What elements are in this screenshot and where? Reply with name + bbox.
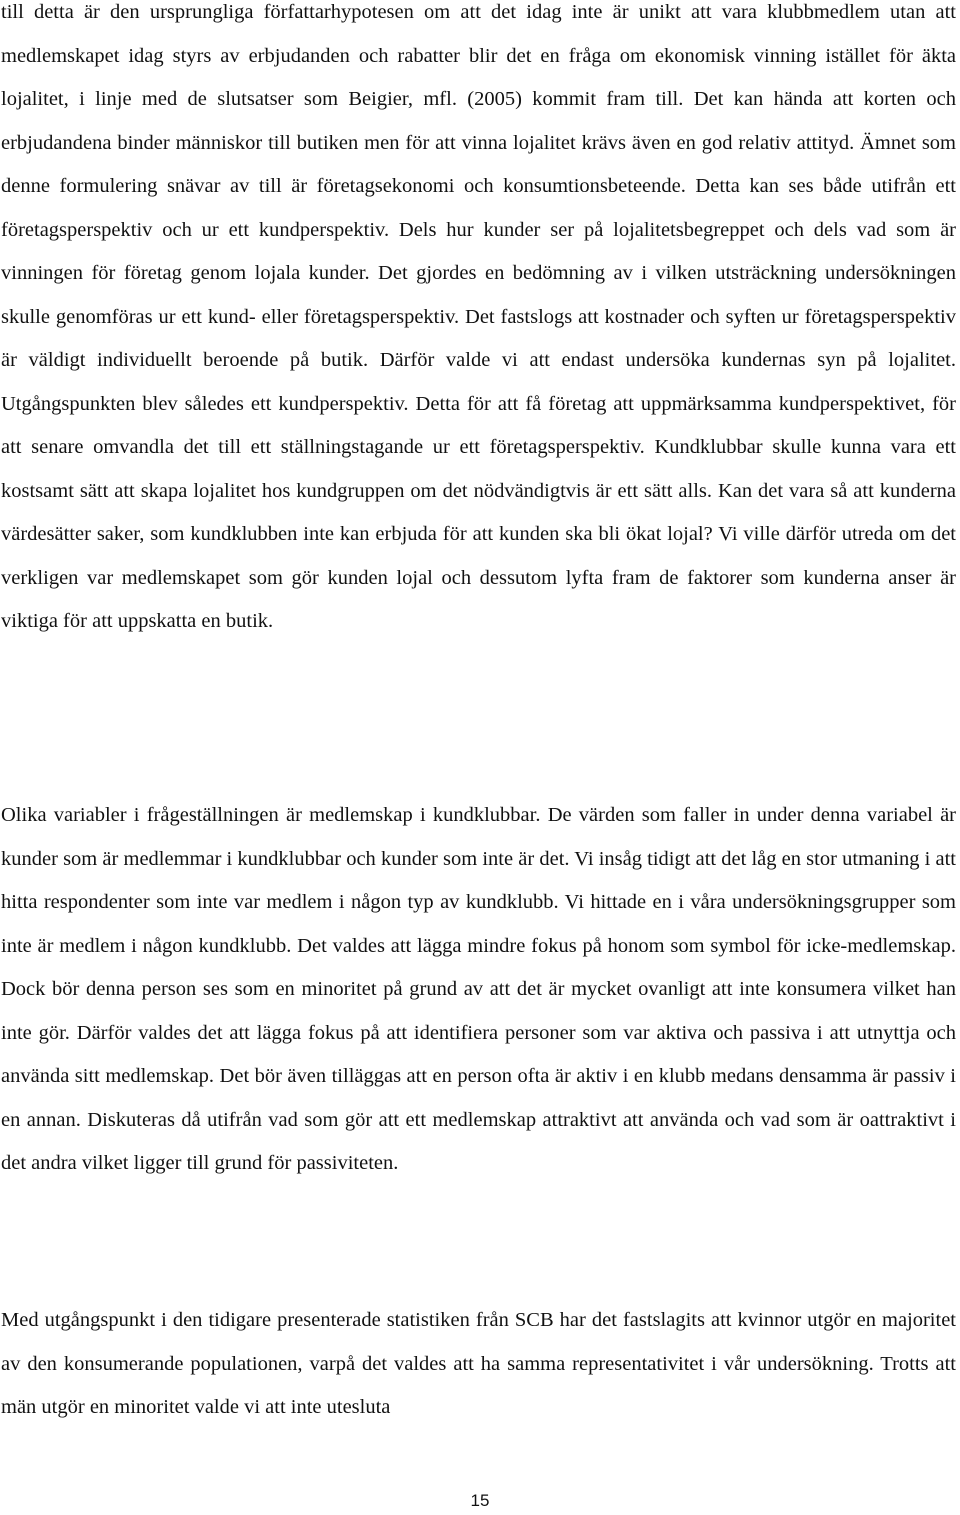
paragraph-text: till detta är den ursprungliga författarhypotesen om att det idag inte är unikt att vara klubbmedlem utan att medlemskapet idag styrs av erbjudanden och rabatter blir det en fråga om ekonomisk vinning istället för äkta lojalitet, i linje med de slutsatser som Beigier, mfl. (2005) kommit fram till. Det kan hända att korten och erbjudandena binder människor till butiken men för att vinna lojalitet krävs även en god relativ attityd. Ämnet som denne formulering snävar av till är företagsekonomi och konsumtionsbeteende. Detta kan ses både utifrån ett företagsperspektiv och ur ett kundperspektiv. Dels hur kunder ser på lojalitetsbegreppet och dels vad som är vinningen för företag genom lojala kunder. Det gjordes en bedömning av i vilken utsträckning undersökningen skulle genomföras ur ett kund- eller företagsperspektiv. Det fastslogs att kostnader och syften ur företagsperspektiv är väldigt individuellt beroende på butik. Därför valde vi att endast undersöka kundernas syn på lojalitet. Utgångspunkten blev således ett kundperspektiv. Detta för att få företag att uppmärksamma kundperspektivet, för att senare omvandla det till ett ställningstagande ur ett företagsperspektiv. Kundklubbar skulle kunna vara ett kostsamt sätt att skapa lojalitet hos kundgruppen om det nödvändigtvis är ett sätt alls. Kan det vara så att kunderna värdesätter saker, som kundklubben inte kan erbjuda för att kunden ska bli ökat lojal? Vi ville därför utreda om det verkligen var medlemskapet som gör kunden lojal och dessutom lyfta fram de faktorer som kunderna anser är viktiga för att uppskatta en butik. bbox=[1, 1, 956, 632]
page-number: 15 bbox=[470, 1491, 490, 1510]
body-paragraph-3 bbox=[1, 1299, 956, 1430]
paragraph-text: Olika variabler i frågeställningen är medlemskap i kundklubbar. De värden som faller in under denna variabel är kunder som är medlemmar i kundklubbar och kunder som inte är det. Vi insåg tidigt att det låg en stor utmaning i att hitta respondenter som inte var medlem i någon typ av kundklubb. Vi hittade en i våra undersökningsgrupper som inte är medlem i någon kundklubb. Det valdes att lägga mindre fokus på honom som symbol för icke-medlemskap. Dock bör denna person ses som en minoritet på grund av att det är mycket ovanligt att inte konsumera vilket han inte gör. Därför valdes det att lägga fokus på att identifiera personer som var aktiva och passiva i att utnyttja och använda sitt medlemskap. Det bör även tilläggas att en person ofta är aktiv i en klubb medans densamma är passiv i en annan. Diskuteras då utifrån vad som gör att ett medlemskap attraktivt att använda och vad som är oattraktivt i det andra vilket ligger till grund för passiviteten. bbox=[1, 804, 956, 1174]
body-paragraph-2 bbox=[1, 794, 956, 1186]
body-paragraph-1 bbox=[1, 0, 956, 644]
paragraph-text: Med utgångspunkt i den tidigare presenterade statistiken från SCB har det fastslagits att kvinnor utgör en majoritet av den konsumerande populationen, varpå det valdes att ha samma representativitet i vår undersökning. Trotts att män utgör en minoritet valde vi att inte utesluta bbox=[1, 1309, 956, 1418]
